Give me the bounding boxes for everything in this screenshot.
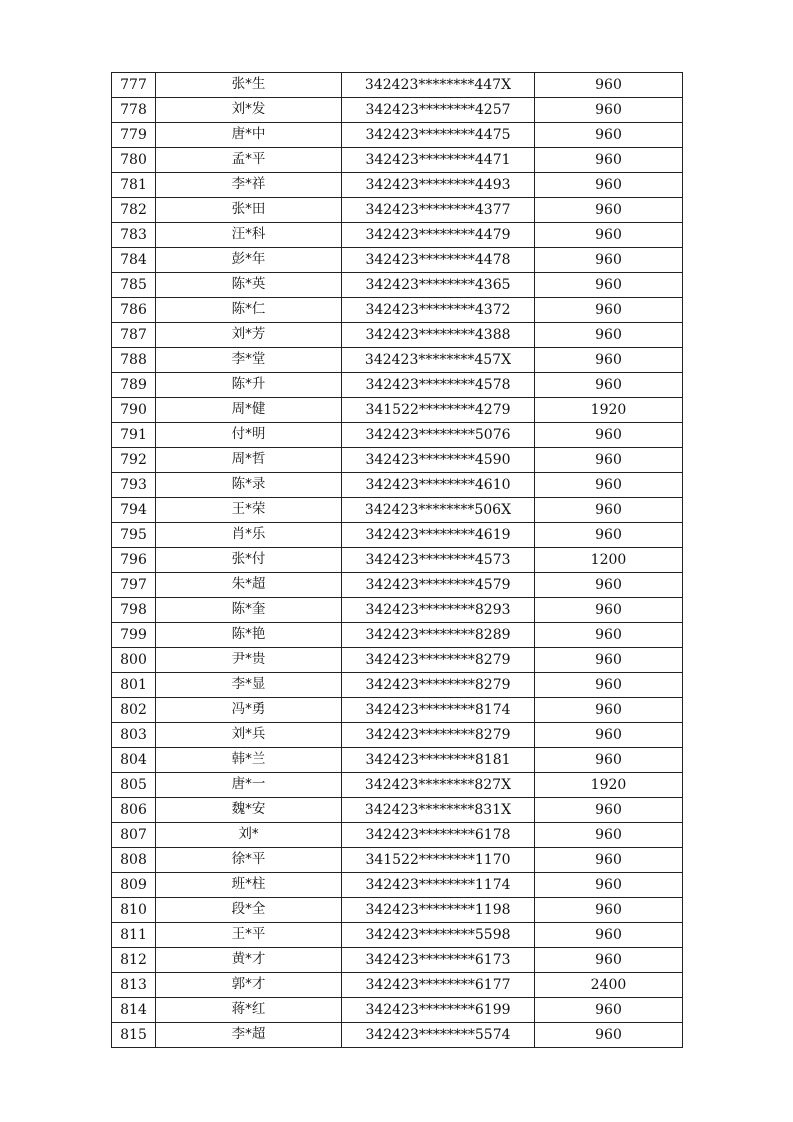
amount-cell: 960 <box>535 798 683 823</box>
amount-cell: 960 <box>535 523 683 548</box>
table-row <box>112 248 683 273</box>
id-number-cell: 342423********4579 <box>342 573 535 598</box>
id-number-cell: 342423********6178 <box>342 823 535 848</box>
person-name-cell: 汪*科 <box>156 223 342 248</box>
id-number-cell: 342423********1198 <box>342 898 535 923</box>
table-row <box>112 598 683 623</box>
person-name-cell: 刘* <box>156 823 342 848</box>
table-row <box>112 848 683 873</box>
amount-cell: 960 <box>535 823 683 848</box>
table-row <box>112 873 683 898</box>
id-number-cell: 342423********4610 <box>342 473 535 498</box>
id-number-cell: 342423********8289 <box>342 623 535 648</box>
row-number-cell: 814 <box>112 998 156 1023</box>
person-name-cell: 尹*贵 <box>156 648 342 673</box>
table-row <box>112 223 683 248</box>
person-name-cell: 李*堂 <box>156 348 342 373</box>
amount-cell: 960 <box>535 98 683 123</box>
row-number-cell: 787 <box>112 323 156 348</box>
row-number-cell: 792 <box>112 448 156 473</box>
id-number-cell: 342423********4372 <box>342 298 535 323</box>
amount-cell: 960 <box>535 998 683 1023</box>
person-name-cell: 段*全 <box>156 898 342 923</box>
amount-cell: 960 <box>535 323 683 348</box>
id-number-cell: 342423********5574 <box>342 1023 535 1048</box>
row-number-cell: 796 <box>112 548 156 573</box>
table-row <box>112 98 683 123</box>
id-number-cell: 342423********4590 <box>342 448 535 473</box>
table-row <box>112 723 683 748</box>
amount-cell: 960 <box>535 673 683 698</box>
person-name-cell: 魏*安 <box>156 798 342 823</box>
id-number-cell: 342423********8279 <box>342 648 535 673</box>
table-row <box>112 823 683 848</box>
row-number-cell: 809 <box>112 873 156 898</box>
row-number-cell: 803 <box>112 723 156 748</box>
table-row <box>112 373 683 398</box>
row-number-cell: 802 <box>112 698 156 723</box>
table-row <box>112 523 683 548</box>
amount-cell: 960 <box>535 448 683 473</box>
row-number-cell: 804 <box>112 748 156 773</box>
person-name-cell: 李*祥 <box>156 173 342 198</box>
table-row <box>112 573 683 598</box>
table-row <box>112 648 683 673</box>
table-row <box>112 548 683 573</box>
amount-cell: 1920 <box>535 773 683 798</box>
row-number-cell: 799 <box>112 623 156 648</box>
table-row <box>112 698 683 723</box>
table-row <box>112 323 683 348</box>
row-number-cell: 791 <box>112 423 156 448</box>
row-number-cell: 807 <box>112 823 156 848</box>
person-name-cell: 陈*英 <box>156 273 342 298</box>
person-name-cell: 王*平 <box>156 923 342 948</box>
id-number-cell: 342423********6199 <box>342 998 535 1023</box>
amount-cell: 960 <box>535 573 683 598</box>
row-number-cell: 789 <box>112 373 156 398</box>
table-row <box>112 448 683 473</box>
amount-cell: 960 <box>535 298 683 323</box>
row-number-cell: 786 <box>112 298 156 323</box>
amount-cell: 960 <box>535 198 683 223</box>
table-row <box>112 773 683 798</box>
person-name-cell: 刘*发 <box>156 98 342 123</box>
person-name-cell: 唐*一 <box>156 773 342 798</box>
row-number-cell: 805 <box>112 773 156 798</box>
person-name-cell: 张*生 <box>156 73 342 98</box>
row-number-cell: 785 <box>112 273 156 298</box>
amount-cell: 960 <box>535 423 683 448</box>
id-number-cell: 342423********5076 <box>342 423 535 448</box>
person-name-cell: 李*超 <box>156 1023 342 1048</box>
amount-cell: 1920 <box>535 398 683 423</box>
table-row <box>112 273 683 298</box>
id-number-cell: 342423********4493 <box>342 173 535 198</box>
table-row <box>112 898 683 923</box>
amount-cell: 960 <box>535 623 683 648</box>
table-row <box>112 198 683 223</box>
table-row <box>112 298 683 323</box>
table-row <box>112 798 683 823</box>
row-number-cell: 794 <box>112 498 156 523</box>
table-row <box>112 623 683 648</box>
row-number-cell: 777 <box>112 73 156 98</box>
id-number-cell: 342423********4478 <box>342 248 535 273</box>
row-number-cell: 778 <box>112 98 156 123</box>
table-row <box>112 398 683 423</box>
row-number-cell: 808 <box>112 848 156 873</box>
table-row <box>112 473 683 498</box>
amount-cell: 960 <box>535 898 683 923</box>
person-name-cell: 陈*录 <box>156 473 342 498</box>
amount-cell: 960 <box>535 273 683 298</box>
row-number-cell: 780 <box>112 148 156 173</box>
id-number-cell: 342423********8174 <box>342 698 535 723</box>
amount-cell: 960 <box>535 223 683 248</box>
person-name-cell: 陈*艳 <box>156 623 342 648</box>
person-name-cell: 班*柱 <box>156 873 342 898</box>
table-row <box>112 173 683 198</box>
table-row <box>112 148 683 173</box>
person-name-cell: 冯*勇 <box>156 698 342 723</box>
person-name-cell: 刘*芳 <box>156 323 342 348</box>
id-number-cell: 341522********1170 <box>342 848 535 873</box>
table-row <box>112 923 683 948</box>
person-name-cell: 唐*中 <box>156 123 342 148</box>
table-row <box>112 748 683 773</box>
person-name-cell: 刘*兵 <box>156 723 342 748</box>
person-name-cell: 付*明 <box>156 423 342 448</box>
id-number-cell: 341522********4279 <box>342 398 535 423</box>
person-name-cell: 朱*超 <box>156 573 342 598</box>
id-number-cell: 342423********4573 <box>342 548 535 573</box>
person-name-cell: 周*健 <box>156 398 342 423</box>
id-number-cell: 342423********4388 <box>342 323 535 348</box>
row-number-cell: 779 <box>112 123 156 148</box>
amount-cell: 960 <box>535 698 683 723</box>
id-number-cell: 342423********827X <box>342 773 535 798</box>
subsidy-table <box>111 72 683 1048</box>
amount-cell: 960 <box>535 648 683 673</box>
person-name-cell: 张*田 <box>156 198 342 223</box>
person-name-cell: 陈*升 <box>156 373 342 398</box>
row-number-cell: 798 <box>112 598 156 623</box>
row-number-cell: 790 <box>112 398 156 423</box>
id-number-cell: 342423********4365 <box>342 273 535 298</box>
id-number-cell: 342423********831X <box>342 798 535 823</box>
amount-cell: 960 <box>535 498 683 523</box>
person-name-cell: 李*显 <box>156 673 342 698</box>
id-number-cell: 342423********5598 <box>342 923 535 948</box>
row-number-cell: 801 <box>112 673 156 698</box>
id-number-cell: 342423********4578 <box>342 373 535 398</box>
id-number-cell: 342423********4257 <box>342 98 535 123</box>
amount-cell: 960 <box>535 473 683 498</box>
amount-cell: 960 <box>535 948 683 973</box>
id-number-cell: 342423********4475 <box>342 123 535 148</box>
table-row <box>112 123 683 148</box>
amount-cell: 1200 <box>535 548 683 573</box>
id-number-cell: 342423********1174 <box>342 873 535 898</box>
amount-cell: 960 <box>535 248 683 273</box>
id-number-cell: 342423********447X <box>342 73 535 98</box>
amount-cell: 960 <box>535 73 683 98</box>
row-number-cell: 800 <box>112 648 156 673</box>
person-name-cell: 陈*奎 <box>156 598 342 623</box>
table-row <box>112 348 683 373</box>
row-number-cell: 781 <box>112 173 156 198</box>
person-name-cell: 韩*兰 <box>156 748 342 773</box>
row-number-cell: 815 <box>112 1023 156 1048</box>
amount-cell: 960 <box>535 123 683 148</box>
id-number-cell: 342423********8293 <box>342 598 535 623</box>
amount-cell: 960 <box>535 598 683 623</box>
id-number-cell: 342423********6173 <box>342 948 535 973</box>
person-name-cell: 肖*乐 <box>156 523 342 548</box>
id-number-cell: 342423********4377 <box>342 198 535 223</box>
row-number-cell: 811 <box>112 923 156 948</box>
row-number-cell: 784 <box>112 248 156 273</box>
id-number-cell: 342423********8279 <box>342 673 535 698</box>
table-row <box>112 498 683 523</box>
amount-cell: 960 <box>535 748 683 773</box>
amount-cell: 960 <box>535 373 683 398</box>
id-number-cell: 342423********6177 <box>342 973 535 998</box>
row-number-cell: 813 <box>112 973 156 998</box>
table-row <box>112 998 683 1023</box>
row-number-cell: 795 <box>112 523 156 548</box>
id-number-cell: 342423********457X <box>342 348 535 373</box>
person-name-cell: 张*付 <box>156 548 342 573</box>
amount-cell: 960 <box>535 848 683 873</box>
person-name-cell: 王*荣 <box>156 498 342 523</box>
row-number-cell: 806 <box>112 798 156 823</box>
row-number-cell: 810 <box>112 898 156 923</box>
amount-cell: 960 <box>535 1023 683 1048</box>
person-name-cell: 孟*平 <box>156 148 342 173</box>
person-name-cell: 黄*才 <box>156 948 342 973</box>
person-name-cell: 彭*年 <box>156 248 342 273</box>
table-row <box>112 1023 683 1048</box>
table-row <box>112 948 683 973</box>
id-number-cell: 342423********8279 <box>342 723 535 748</box>
row-number-cell: 788 <box>112 348 156 373</box>
id-number-cell: 342423********4471 <box>342 148 535 173</box>
table-body <box>112 73 683 1048</box>
person-name-cell: 陈*仁 <box>156 298 342 323</box>
amount-cell: 960 <box>535 873 683 898</box>
amount-cell: 960 <box>535 148 683 173</box>
id-number-cell: 342423********4479 <box>342 223 535 248</box>
person-name-cell: 周*哲 <box>156 448 342 473</box>
row-number-cell: 797 <box>112 573 156 598</box>
table-row <box>112 73 683 98</box>
id-number-cell: 342423********4619 <box>342 523 535 548</box>
table-row <box>112 973 683 998</box>
row-number-cell: 782 <box>112 198 156 223</box>
row-number-cell: 783 <box>112 223 156 248</box>
row-number-cell: 812 <box>112 948 156 973</box>
id-number-cell: 342423********506X <box>342 498 535 523</box>
amount-cell: 960 <box>535 173 683 198</box>
row-number-cell: 793 <box>112 473 156 498</box>
person-name-cell: 郭*才 <box>156 973 342 998</box>
person-name-cell: 徐*平 <box>156 848 342 873</box>
amount-cell: 2400 <box>535 973 683 998</box>
id-number-cell: 342423********8181 <box>342 748 535 773</box>
table-row <box>112 423 683 448</box>
amount-cell: 960 <box>535 923 683 948</box>
table-row <box>112 673 683 698</box>
amount-cell: 960 <box>535 723 683 748</box>
amount-cell: 960 <box>535 348 683 373</box>
person-name-cell: 蒋*红 <box>156 998 342 1023</box>
